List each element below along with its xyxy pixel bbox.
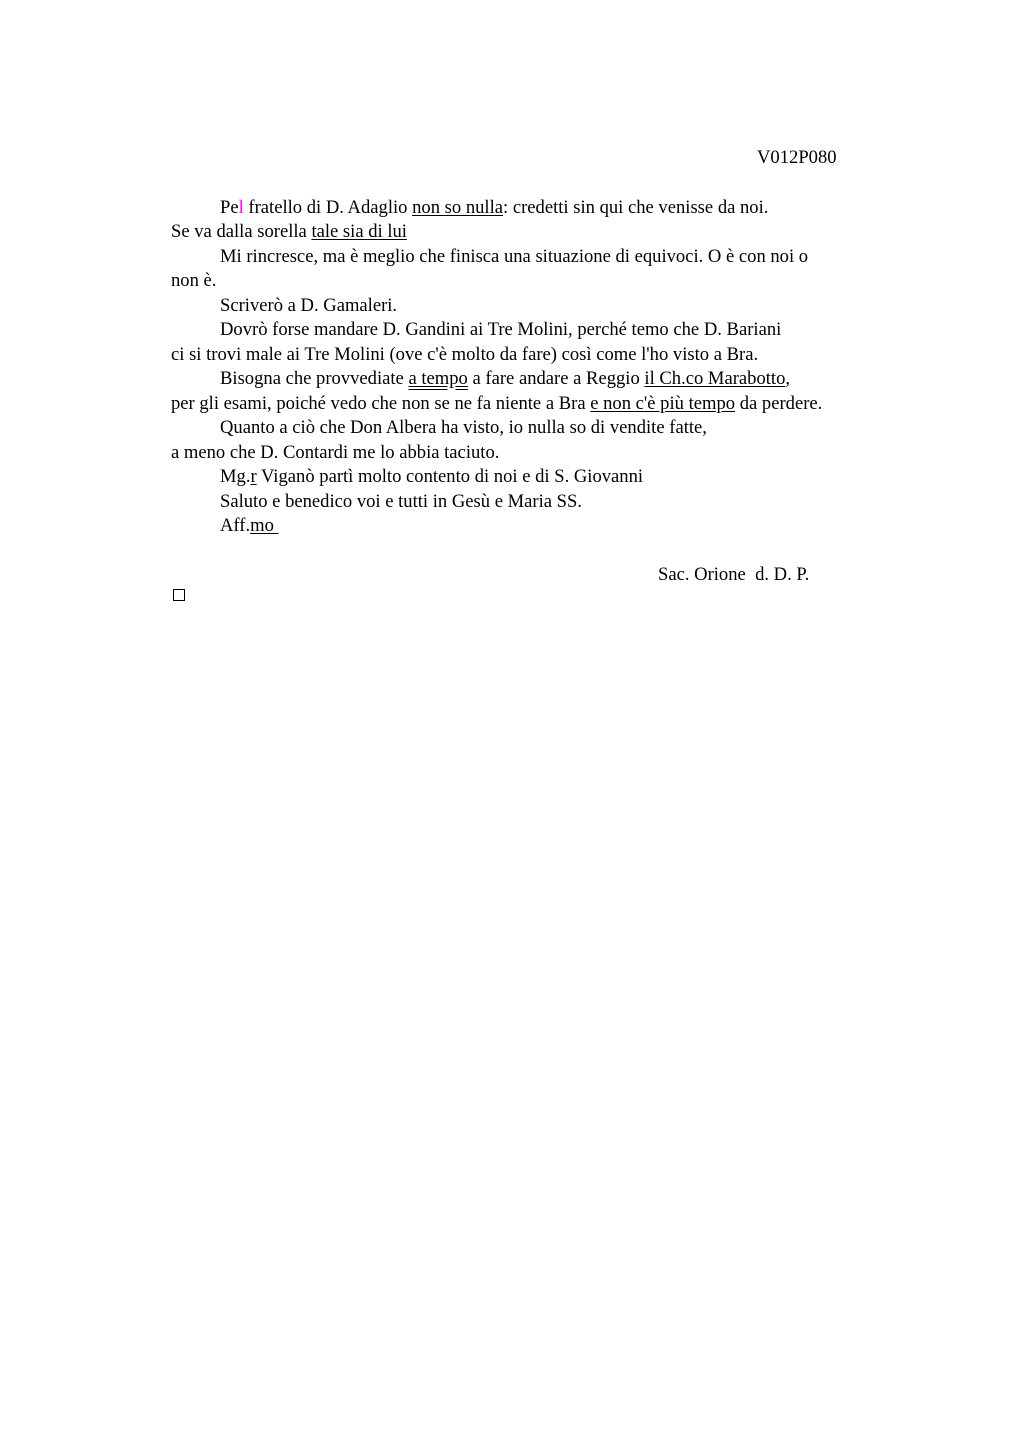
highlighted-letter: l <box>238 197 244 218</box>
empty-square-icon <box>173 589 185 601</box>
underlined-abbreviation: r <box>250 466 257 487</box>
double-underlined-phrase: a tempo <box>408 368 468 389</box>
underlined-phrase: non so nulla <box>412 197 504 218</box>
letter-line-4: non è. <box>171 270 217 291</box>
underlined-phrase: tale sia di lui <box>311 221 407 242</box>
letter-line-7: ci si trovi male ai Tre Molini (ove c'è molto da fare) così come l'ho visto a Bra. <box>171 344 759 365</box>
underlined-phrase: il Ch.co Marabotto <box>644 368 786 389</box>
letter-line-5: Scriverò a D. Gamaleri. <box>220 295 398 316</box>
letter-line-14: Aff.mo <box>220 515 279 536</box>
letter-line-12: Mg.r Viganò partì molto contento di noi e di S. Giovanni <box>220 466 644 487</box>
letter-line-11: a meno che D. Contardi me lo abbia taciuto. <box>171 442 500 463</box>
letter-line-3: Mi rincresce, ma è meglio che finisca una situazione di equivoci. O è con noi o <box>220 246 809 267</box>
letter-line-10: Quanto a ciò che Don Albera ha visto, io nulla so di vendite fatte, <box>220 417 707 438</box>
letter-line-2: Se va dalla sorella tale sia di lui <box>171 221 407 242</box>
letter-line-8: Bisogna che provvediate a tempo a fare andare a Reggio il Ch.co Marabotto, <box>220 368 791 389</box>
reference-code: V012P080 <box>757 147 837 168</box>
letter-line-6: Dovrò forse mandare D. Gandini ai Tre Molini, perché temo che D. Bariani <box>220 319 782 340</box>
underlined-abbreviation: mo <box>250 515 279 536</box>
letter-line-9: per gli esami, poiché vedo che non se ne fa niente a Bra e non c'è più tempo da perdere. <box>171 393 823 414</box>
letter-line-1: Pel fratello di D. Adaglio non so nulla: credetti sin qui che venisse da noi. <box>220 197 769 218</box>
signature: Sac. Orione d. D. P. <box>658 564 810 585</box>
letter-line-13: Saluto e benedico voi e tutti in Gesù e Maria SS. <box>220 491 582 512</box>
underlined-phrase: e non c'è più tempo <box>590 393 736 414</box>
